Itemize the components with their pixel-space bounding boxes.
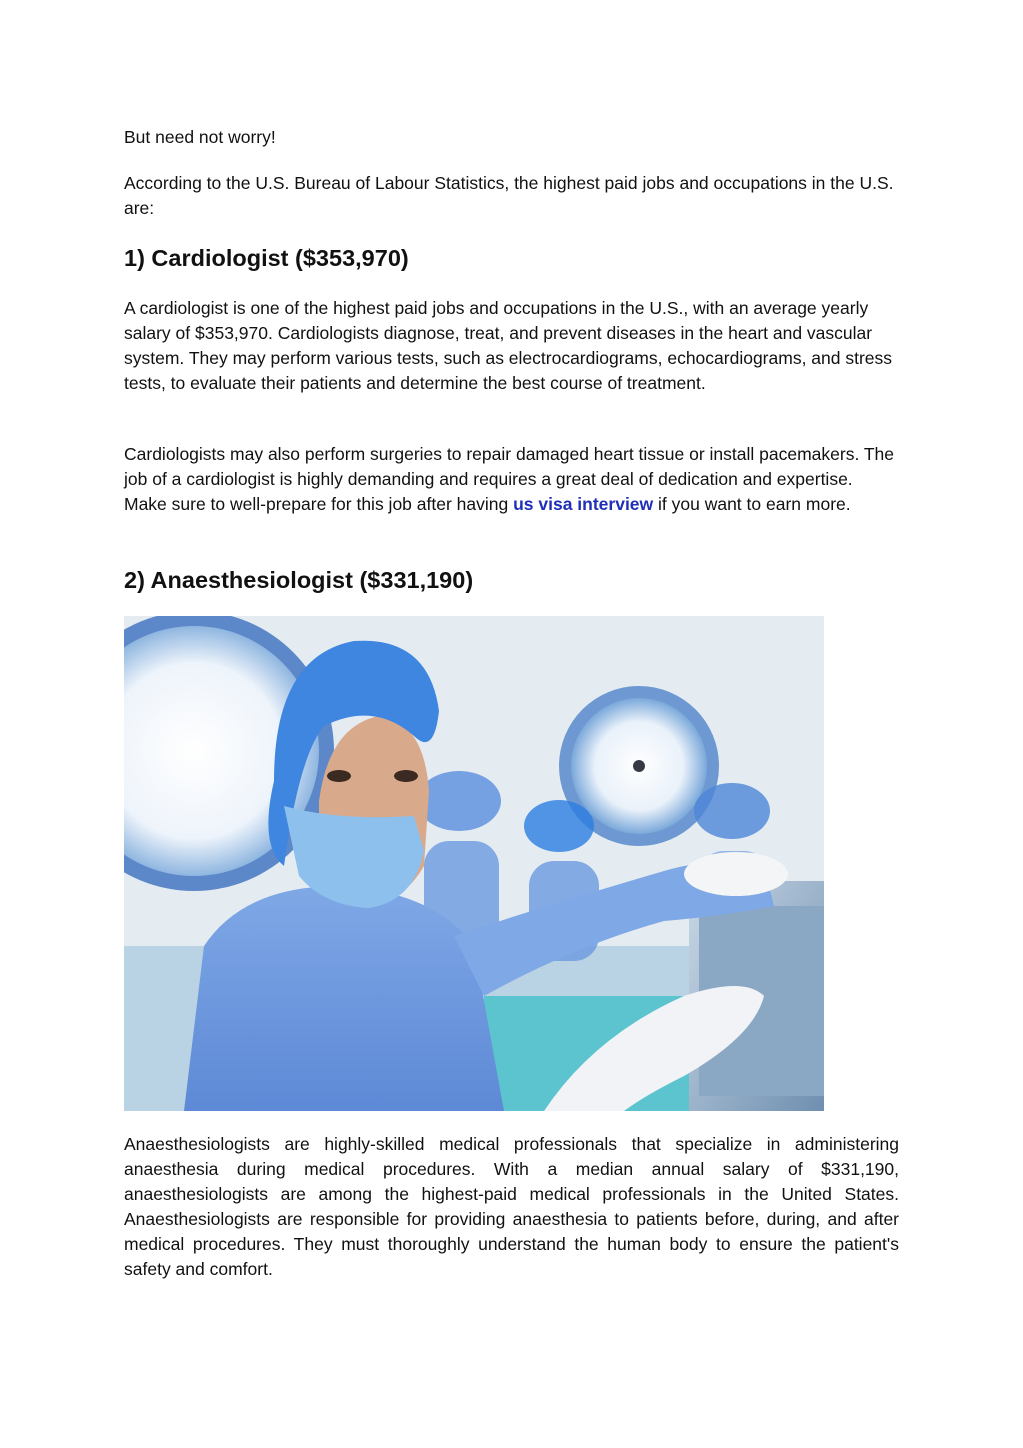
paragraph-cardiologist-2 bbox=[124, 442, 899, 517]
anaesthesiologist-photo bbox=[124, 616, 824, 1111]
heading-anaesthesiologist: 2) Anaesthesiologist ($331,190) bbox=[124, 567, 474, 593]
paragraph-cardiologist-1: A cardiologist is one of the highest paid jobs and occupations in the U.S., with an average yearly salary of $353,970. Cardiologists diagnose, treat, and prevent diseases in the heart and vascular system. They may perform various tests, such as electrocardiograms, echocardiograms, and stress tests, to evaluate their patients and determine the best course of treatment. bbox=[124, 298, 893, 393]
heading-cardiologist: 1) Cardiologist ($353,970) bbox=[124, 245, 409, 271]
paragraph-cardiologist-2-tail: if you want to earn more. bbox=[653, 494, 851, 514]
paragraph-intro: According to the U.S. Bureau of Labour Statistics, the highest paid jobs and occupations in the U.S. are: bbox=[124, 173, 894, 218]
paragraph-worry: But need not worry! bbox=[124, 127, 276, 147]
us-visa-interview-link[interactable]: us visa interview bbox=[513, 494, 654, 514]
paragraph-anaesthesiologist: Anaesthesiologists are highly-skilled medical professionals that specialize in administering anaesthesia during medical procedures. With a median annual salary of $331,190, anaesthesiologists are among the highest-paid medical professionals in the United States. Anaesthesiologists are responsible for providing anaesthesia to patients before, during, and after medical procedures. They must thoroughly understand the human body to ensure the patient's safety and comfort. bbox=[124, 1134, 899, 1279]
paragraph-cardiologist-2-text: Cardiologists may also perform surgeries to repair damaged heart tissue or install pacemakers. The job of a cardiologist is highly demanding and requires a great deal of dedication and expertise. Make sure to well-prepare for this job after having bbox=[124, 444, 895, 514]
operating-room-illustration bbox=[124, 616, 824, 1111]
